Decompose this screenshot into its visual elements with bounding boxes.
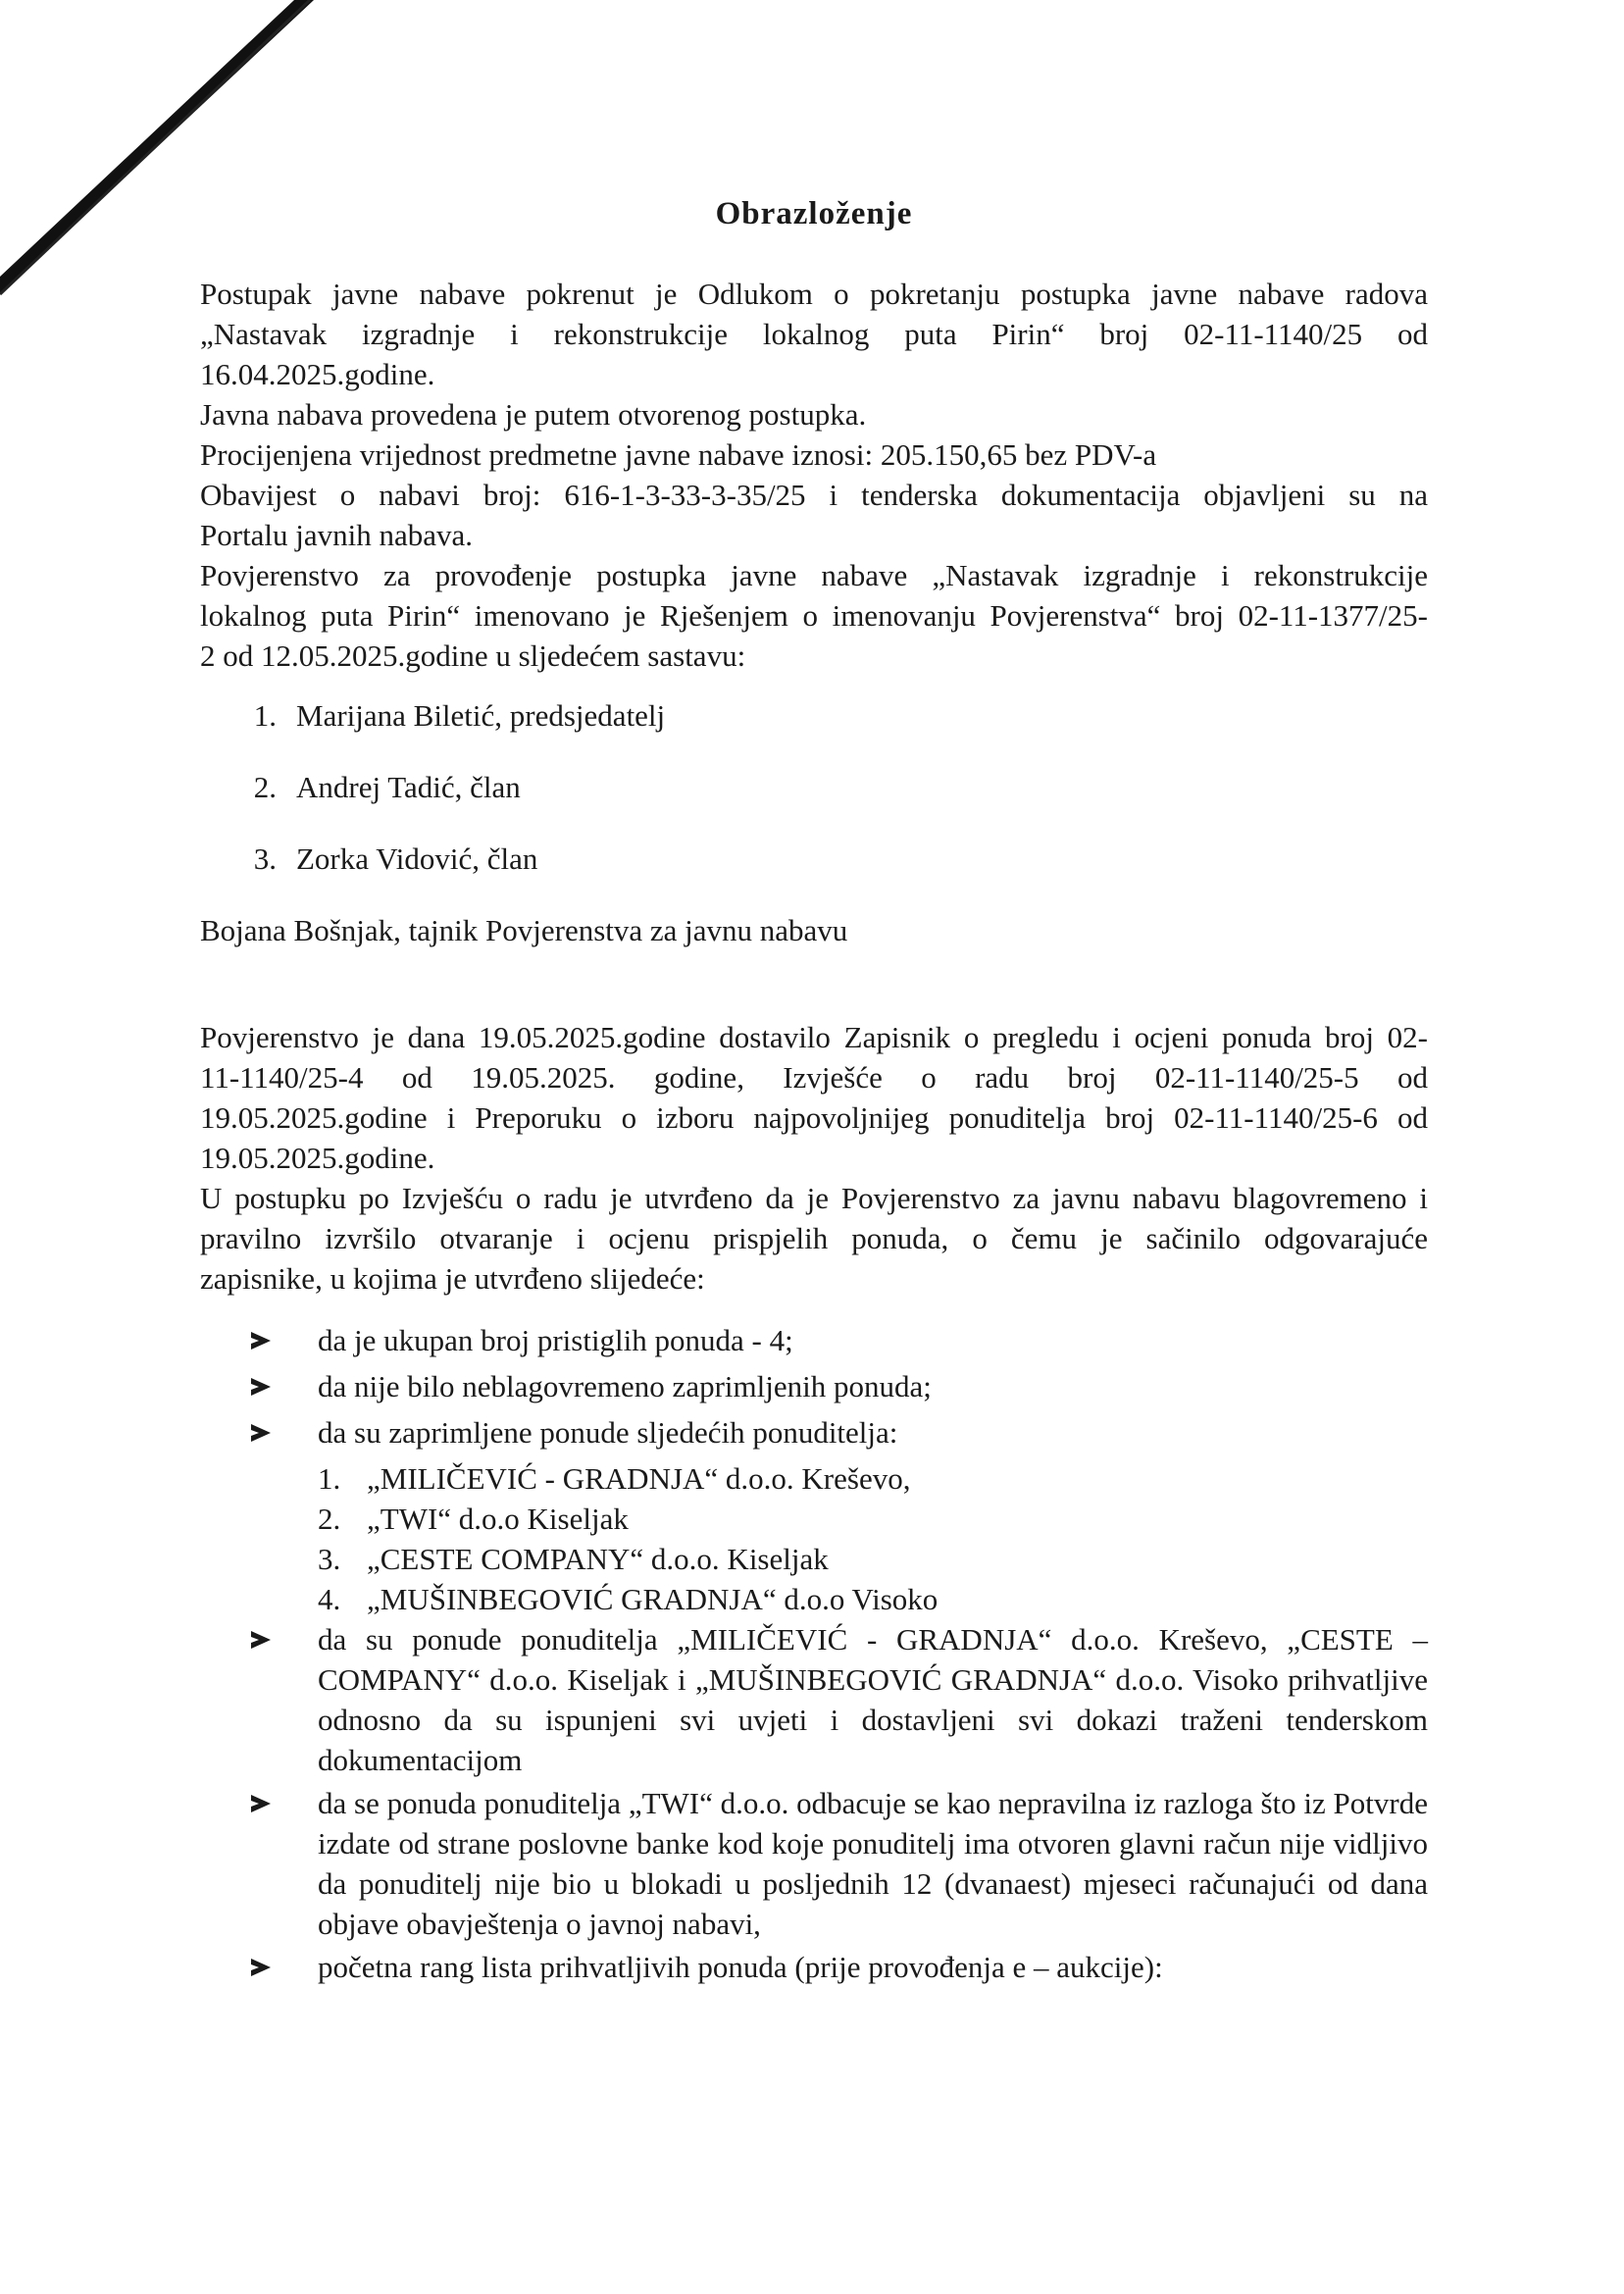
text-line: Povjerenstvo je dana 19.05.2025.godine dostavilo Zapisnik o pregledu i ocjeni ponuda broj 02- — [200, 1020, 1428, 1054]
notice-paragraph — [200, 475, 1428, 555]
text-line: Povjerenstvo za provođenje postupka javne nabave „Nastavak izgradnje i rekonstrukcije — [200, 558, 1428, 592]
bullet-item: da se ponuda ponuditelja „TWI“ d.o.o. odbacuje se kao nepravilna iz razloga što iz Potvrde izdate od strane poslovne banke kod koje ponuditelj ima otvoren glavni račun nije vidljivo da ponuditelj nije bio u blokadi u posljednih 12 (dvanaest) mjeseci računajući od dana objave obavještenja o javnoj nabavi, — [200, 1783, 1428, 1944]
arrow-bullet-icon — [251, 1332, 271, 1350]
bullet-item: da su ponude ponuditelja „MILIČEVIĆ - GRADNJA“ d.o.o. Kreševo, „CESTE – COMPANY“ d.o.o. Kiseljak i „MUŠINBEGOVIĆ GRADNJA“ d.o.o. Visoko prihvatljive odnosno da su ispunjeni svi uvjeti i dostavljeni svi dokazi traženi tenderskom dokumentacijom — [200, 1619, 1428, 1780]
text-line: 19.05.2025.godine i Preporuku o izboru najpovoljnijeg ponuditelja broj 02-11-1140/25-6 od — [200, 1100, 1428, 1135]
bullet-item: početna rang lista prihvatljivih ponuda (prije provođenja e – aukcije): — [200, 1947, 1428, 1990]
page-title: Obrazloženje — [715, 196, 913, 231]
arrow-bullet-icon — [251, 1424, 271, 1442]
text-line: Obavijest o nabavi broj: 616-1-3-33-3-35/25 i tenderska dokumentacija objavljeni su na — [200, 478, 1428, 512]
text-line: Portalu javnih nabava. — [200, 518, 474, 552]
list-item: 4. „MUŠINBEGOVIĆ GRADNJA“ d.o.o Visoko — [318, 1582, 939, 1616]
estimated-value-line: Procijenjena vrijednost predmetne javne nabave iznosi: 205.150,65 bez PDV-a — [200, 437, 1157, 472]
list-item: 3. Zorka Vidović, član — [253, 841, 538, 876]
list-item: 2. Andrej Tadić, član — [253, 770, 521, 804]
bullet-item: da je ukupan broj pristiglih ponuda - 4; — [200, 1320, 1428, 1363]
text-line: lokalnog puta Pirin“ imenovano je Rješenjem o imenovanju Povjerenstva“ broj 02-11-1377/25- — [200, 598, 1428, 633]
findings-bullet-list-continued — [200, 1619, 1428, 1990]
bullet-item: da su zaprimljene ponude sljedećih ponuditelja: — [200, 1412, 1428, 1455]
list-item: 3. „CESTE COMPANY“ d.o.o. Kiseljak — [318, 1542, 829, 1576]
findings-bullet-list — [200, 1320, 1428, 1455]
list-item: 1. „MILIČEVIĆ - GRADNJA“ d.o.o. Kreševo, — [318, 1461, 911, 1496]
bidders-list — [200, 1458, 1428, 1619]
text-line: 11-1140/25-4 od 19.05.2025. godine, Izvješće o radu broj 02-11-1140/25-5 od — [200, 1060, 1428, 1095]
committee-paragraph — [200, 555, 1428, 676]
delivery-paragraph — [200, 1017, 1428, 1178]
arrow-bullet-icon — [251, 1378, 271, 1396]
document-page — [200, 177, 1428, 1993]
arrow-bullet-icon — [251, 1631, 271, 1649]
arrow-bullet-icon — [251, 1959, 271, 1976]
text-line: Postupak javne nabave pokrenut je Odlukom o pokretanju postupka javne nabave radova — [200, 277, 1428, 311]
list-item: 2. „TWI“ d.o.o Kiseljak — [318, 1502, 629, 1536]
text-line: zapisnike, u kojima je utvrđeno slijedeće: — [200, 1261, 705, 1296]
arrow-bullet-icon — [251, 1795, 271, 1812]
intro-paragraph — [200, 274, 1428, 394]
bullet-item: da nije bilo neblagovremeno zaprimljenih ponuda; — [200, 1366, 1428, 1409]
text-line: 19.05.2025.godine. — [200, 1141, 435, 1175]
findings-paragraph — [200, 1178, 1428, 1299]
list-item: 1. Marijana Biletić, predsjedatelj — [253, 698, 666, 733]
text-line: U postupku po Izvješću o radu je utvrđeno da je Povjerenstvo za javnu nabavu blagovremeno i — [200, 1181, 1428, 1215]
text-line: pravilno izvršilo otvaranje i ocjenu prispjelih ponuda, o čemu je sačinilo odgovarajuće — [200, 1221, 1428, 1255]
committee-members-list — [200, 695, 1428, 879]
secretary-line: Bojana Bošnjak, tajnik Povjerenstva za javnu nabavu — [200, 913, 848, 947]
text-line: 16.04.2025.godine. — [200, 357, 435, 391]
procedure-line: Javna nabava provedena je putem otvorenog postupka. — [200, 397, 867, 432]
text-line: „Nastavak izgradnje i rekonstrukcije lokalnog puta Pirin“ broj 02-11-1140/25 od — [200, 317, 1428, 351]
text-line: 2 od 12.05.2025.godine u sljedećem sastavu: — [200, 638, 746, 673]
